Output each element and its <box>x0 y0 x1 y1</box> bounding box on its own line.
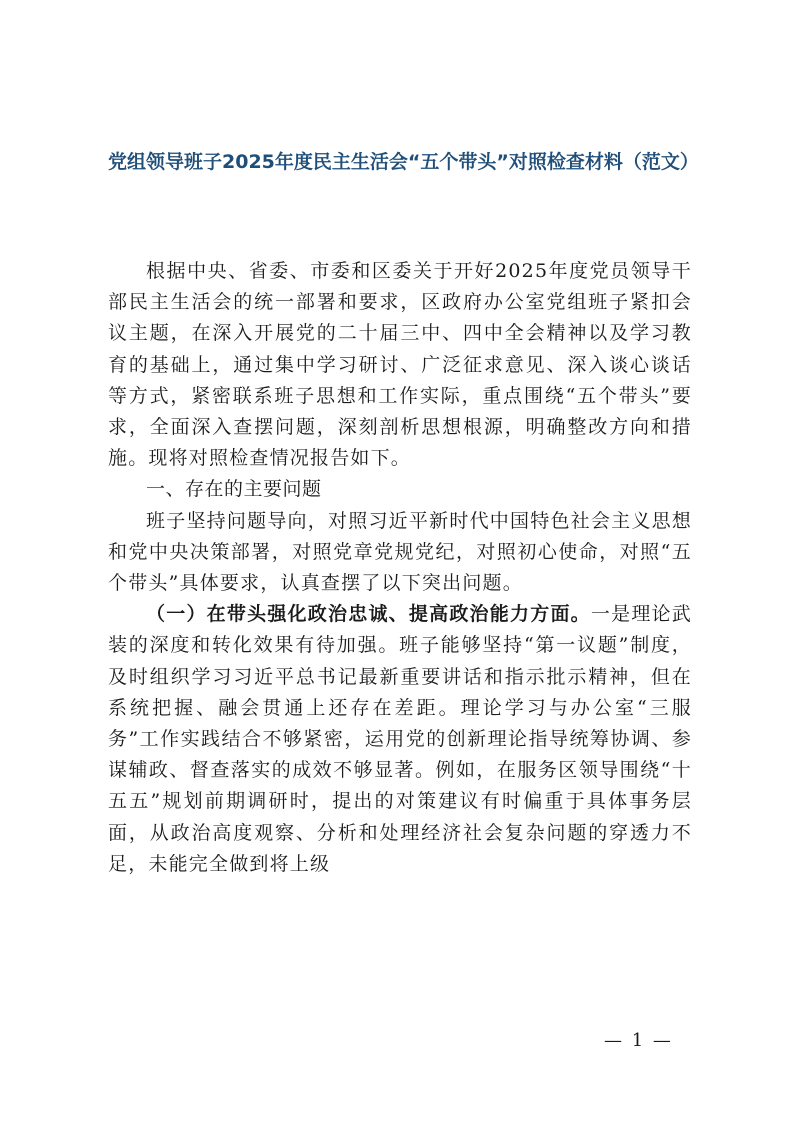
document-title: 党组领导班子2025年度民主生活会“五个带头”对照检查材料（范文） <box>108 151 699 173</box>
page-number: — 1 — <box>604 1030 673 1051</box>
section-intro-paragraph: 班子坚持问题导向，对照习近平新时代中国特色社会主义思想和党中央决策部署，对照党章党规党纪，对照初心使命，对照“五个带头”具体要求，认真查摆了以下突出问题。 <box>108 509 692 595</box>
subsection-text: 一是理论武装的深度和转化效果有待加强。班子能够坚持“第一议题”制度，及时组织学习习近平总书记最新重要讲话和指示批示精神，但在系统把握、融会贯通上还存在差距。理论学习与办公室“三服务”工作实践结合不够紧密，运用党的创新理论指导统筹协调、参谋辅政、督查落实的成效不够显著。例如，在服务区领导围绕“十五五”规划前期调研时，提出的对策建议有时偏重于具体事务层面，从政治高度观察、分析和处理经济社会复杂问题的穿透力不足，未能完全做到将上级 <box>108 603 692 875</box>
section-heading-problems: 一、存在的主要问题 <box>146 478 322 501</box>
intro-paragraph: 根据中央、省委、市委和区委关于开好2025年度党员领导干部民主生活会的统一部署和要求，区政府办公室党组班子紧扣会议主题，在深入开展党的二十届三中、四中全会精神以及学习教育的基础上，通过集中学习研讨、广泛征求意见、深入谈心谈话等方式，紧密联系班子思想和工作实际，重点围绕“五个带头”要求，全面深入查摆问题，深刻剖析思想根源，明确整改方向和措施。现将对照检查情况报告如下。 <box>108 260 692 470</box>
subsection-heading: （一）在带头强化政治忠诚、提高政治能力方面。 <box>146 603 591 626</box>
subsection-paragraph-political <box>108 599 692 880</box>
document-body <box>108 256 692 880</box>
